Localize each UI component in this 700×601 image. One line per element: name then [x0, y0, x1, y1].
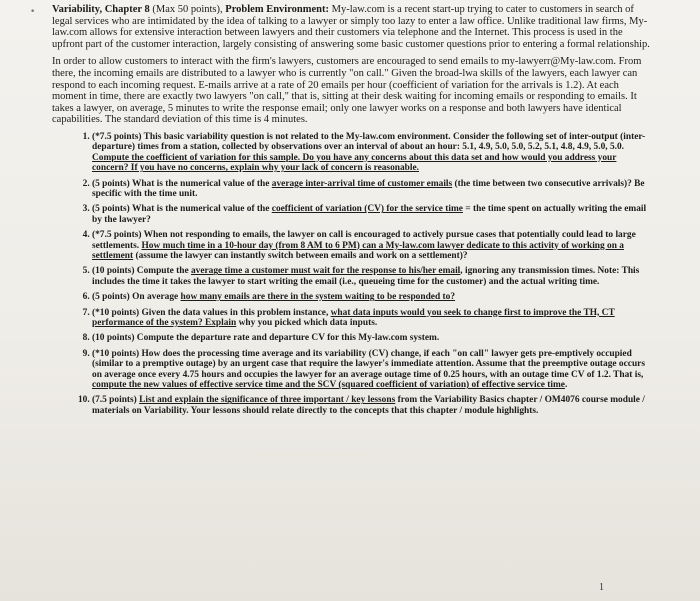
- page-number: 1: [599, 582, 604, 593]
- intro-paragraph: [52, 4, 652, 50]
- question-2: 2. (5 points) What is the numerical value of the average inter-arrival time of customer emails (the time between two consecutive arrivals)? Be specific with the time unit.: [92, 179, 652, 200]
- intro-text: My-law.com is a recent start-up trying to cater to customers in search of legal services who are intimidated by the idea of talking to a lawyer or simply too lazy to enter a law office. Unlike traditional law firms, My-law.com allows for extensive interaction between lawyers and their customers via telephone and the Internet. This process is used in the upfront part of the customer interaction, largely consisting of answering some basic customer questions prior to entering a formal relationship.: [52, 4, 650, 50]
- problem-environment-label: Problem Environment:: [225, 4, 330, 15]
- question-list: [52, 132, 652, 416]
- question-5: 5. (10 points) Compute the average time a customer must wait for the response to his/her email, ignoring any transmission times. Note: This includes the time it takes the lawyer to start writing the email (i.e., queueing time for the customer) and the actual writing time.: [92, 266, 652, 287]
- max-points: (Max 50 points),: [149, 4, 226, 15]
- assignment-text: [52, 4, 652, 421]
- question-7: 7. (*10 points) Given the data values in this problem instance, what data inputs would you seek to change first to improve the TH, CT performance of the system? Explain why you picked which data inputs.: [92, 308, 652, 329]
- question-6: 6. (5 points) On average how many emails are there in the system waiting to be responded to?: [92, 292, 652, 302]
- question-3: 3. (5 points) What is the numerical value of the coefficient of variation (CV) for the service time = the time spent on actually writing the email by the lawyer?: [92, 204, 652, 225]
- question-10: 10. (7.5 points) List and explain the significance of three important / key lessons from the Variability Basics chapter / OM4076 course module / materials on Variability. Your lessons should relate directly to the concepts that this chapter / module highlights.: [92, 395, 652, 416]
- question-9: 9. (*10 points) How does the processing time average and its variability (CV) change, if each "on call" lawyer gets pre-emptively occupied (similar to a premptive outage) by an urgent case that require the lawyer's immediate attention. Assume that the preemptive outage occurs on average once every 4.75 hours and occupies the lawyer for an average outage time of 0.25 hours, with an outage time CV of 1.2. That is, compute the new values of effective service time and the SCV (squared coefficient of variation) of effective service time.: [92, 349, 652, 391]
- question-1: 1. (*7.5 points) This basic variability question is not related to the My-law.com environment. Consider the following set of inter-output (inter-departure) times from a station, collected by observations over an interval of about an hour: 5.1, 4.9, 5.0, 5.0, 5.2, 5.1, 4.8, 4.9, 5.0, 5.0. Compute the coefficient of variation for this sample. Do you have any concerns about this data set and how would you address your concern? If you have no concerns, explain why your lack of concern is reasonable.: [92, 132, 652, 174]
- question-4: 4. (*7.5 points) When not responding to emails, the lawyer on call is encouraged to actively pursue cases that potentially could lead to large settlements. How much time in a 10-hour day (from 8 AM to 6 PM) can a My-law.com lawyer dedicate to this activity of working on a settlement (assume the lawyer can instantly switch between emails and work on a settlement)?: [92, 230, 652, 261]
- scenario-paragraph: In order to allow customers to interact with the firm's lawyers, customers are encouraged to send emails to my-lawyerr@My-law.com. From there, the incoming emails are distributed to a lawyer who is currently "on call." Given the broad-lwa skills of the lawyers, each lawyer can respond to each incoming request. E-mails arrive at a rate of 20 emails per hour (coefficient of variation for the arrivals is 1.2). At each moment in time, there are exactly two lawyers "on call," that is, sitting at their desk waiting for incoming emails or responding to emails. It takes a lawyer, on average, 5 minutes to write the response email; only one lawyer works on a response and both lawyers have identical capabilities. The standard deviation of this time is 4 minutes.: [52, 56, 642, 126]
- margin-bullet-mark: •: [30, 7, 36, 17]
- question-8: 8. (10 points) Compute the departure rate and departure CV for this My-law.com system.: [92, 333, 652, 343]
- assignment-title: Variability, Chapter 8: [52, 4, 150, 15]
